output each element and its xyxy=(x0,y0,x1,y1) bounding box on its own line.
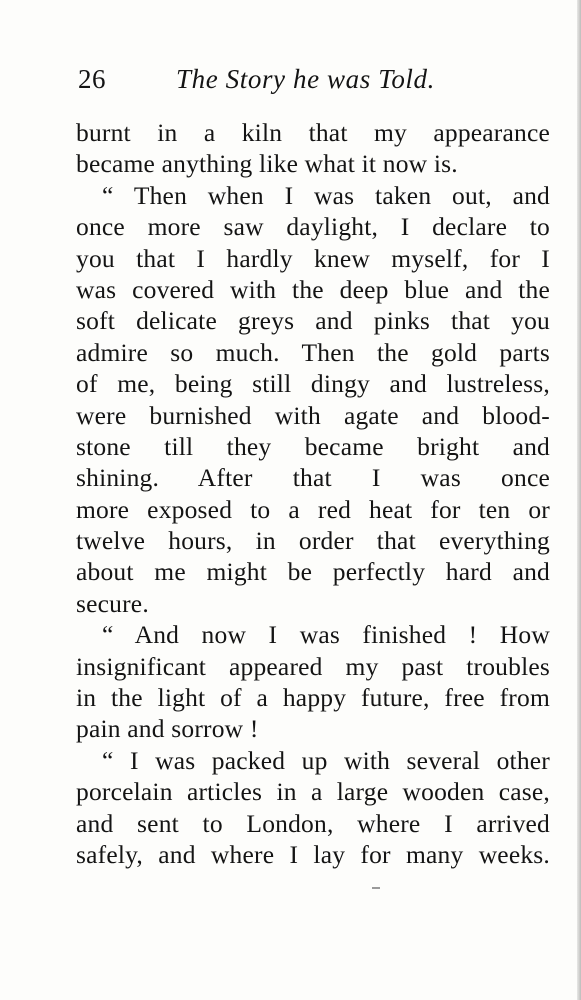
text-line: burnt in a kiln that my appearance xyxy=(76,118,550,147)
page-number: 26 xyxy=(78,64,106,94)
text-line: secure. xyxy=(76,588,149,618)
text-line: insignificant appeared my past troubles xyxy=(76,651,550,681)
text-line: “ And now I was finished ! How xyxy=(102,620,550,650)
text-line: you that I hardly knew myself, for I xyxy=(76,243,550,273)
text-line: admire so much. Then the gold parts xyxy=(76,337,550,367)
text-line: once more saw daylight, I declare to xyxy=(76,212,550,242)
running-head xyxy=(78,64,468,100)
text-line: twelve hours, in order that everything xyxy=(76,526,550,556)
text-line: was covered with the deep blue and the xyxy=(76,274,550,304)
text-line: pain and sorrow ! xyxy=(76,714,259,744)
printer-mark xyxy=(372,887,380,889)
running-title: The Story he was Told. xyxy=(176,64,435,94)
text-line: porcelain articles in a large wooden case, xyxy=(76,777,550,807)
text-line: became anything like what it now is. xyxy=(76,149,458,179)
text-line: stone till they became bright and xyxy=(76,431,550,461)
text-line: about me might be perfectly hard and xyxy=(76,557,550,587)
text-line: “ Then when I was taken out, and xyxy=(102,180,550,210)
text-line: safely, and where I lay for many weeks. xyxy=(76,839,550,869)
text-line: in the light of a happy future, free from xyxy=(76,683,550,713)
body-text xyxy=(76,117,550,870)
text-line: and sent to London, where I arrived xyxy=(76,808,550,838)
text-line: shining. After that I was once xyxy=(76,463,550,493)
page-edge-shadow xyxy=(577,0,581,1000)
text-line: of me, being still dingy and lustreless, xyxy=(76,369,550,399)
text-line: more exposed to a red heat for ten or xyxy=(76,494,550,524)
text-line: soft delicate greys and pinks that you xyxy=(76,306,550,336)
text-line: were burnished with agate and blood- xyxy=(76,400,550,430)
text-line: “ I was packed up with several other xyxy=(102,745,550,775)
